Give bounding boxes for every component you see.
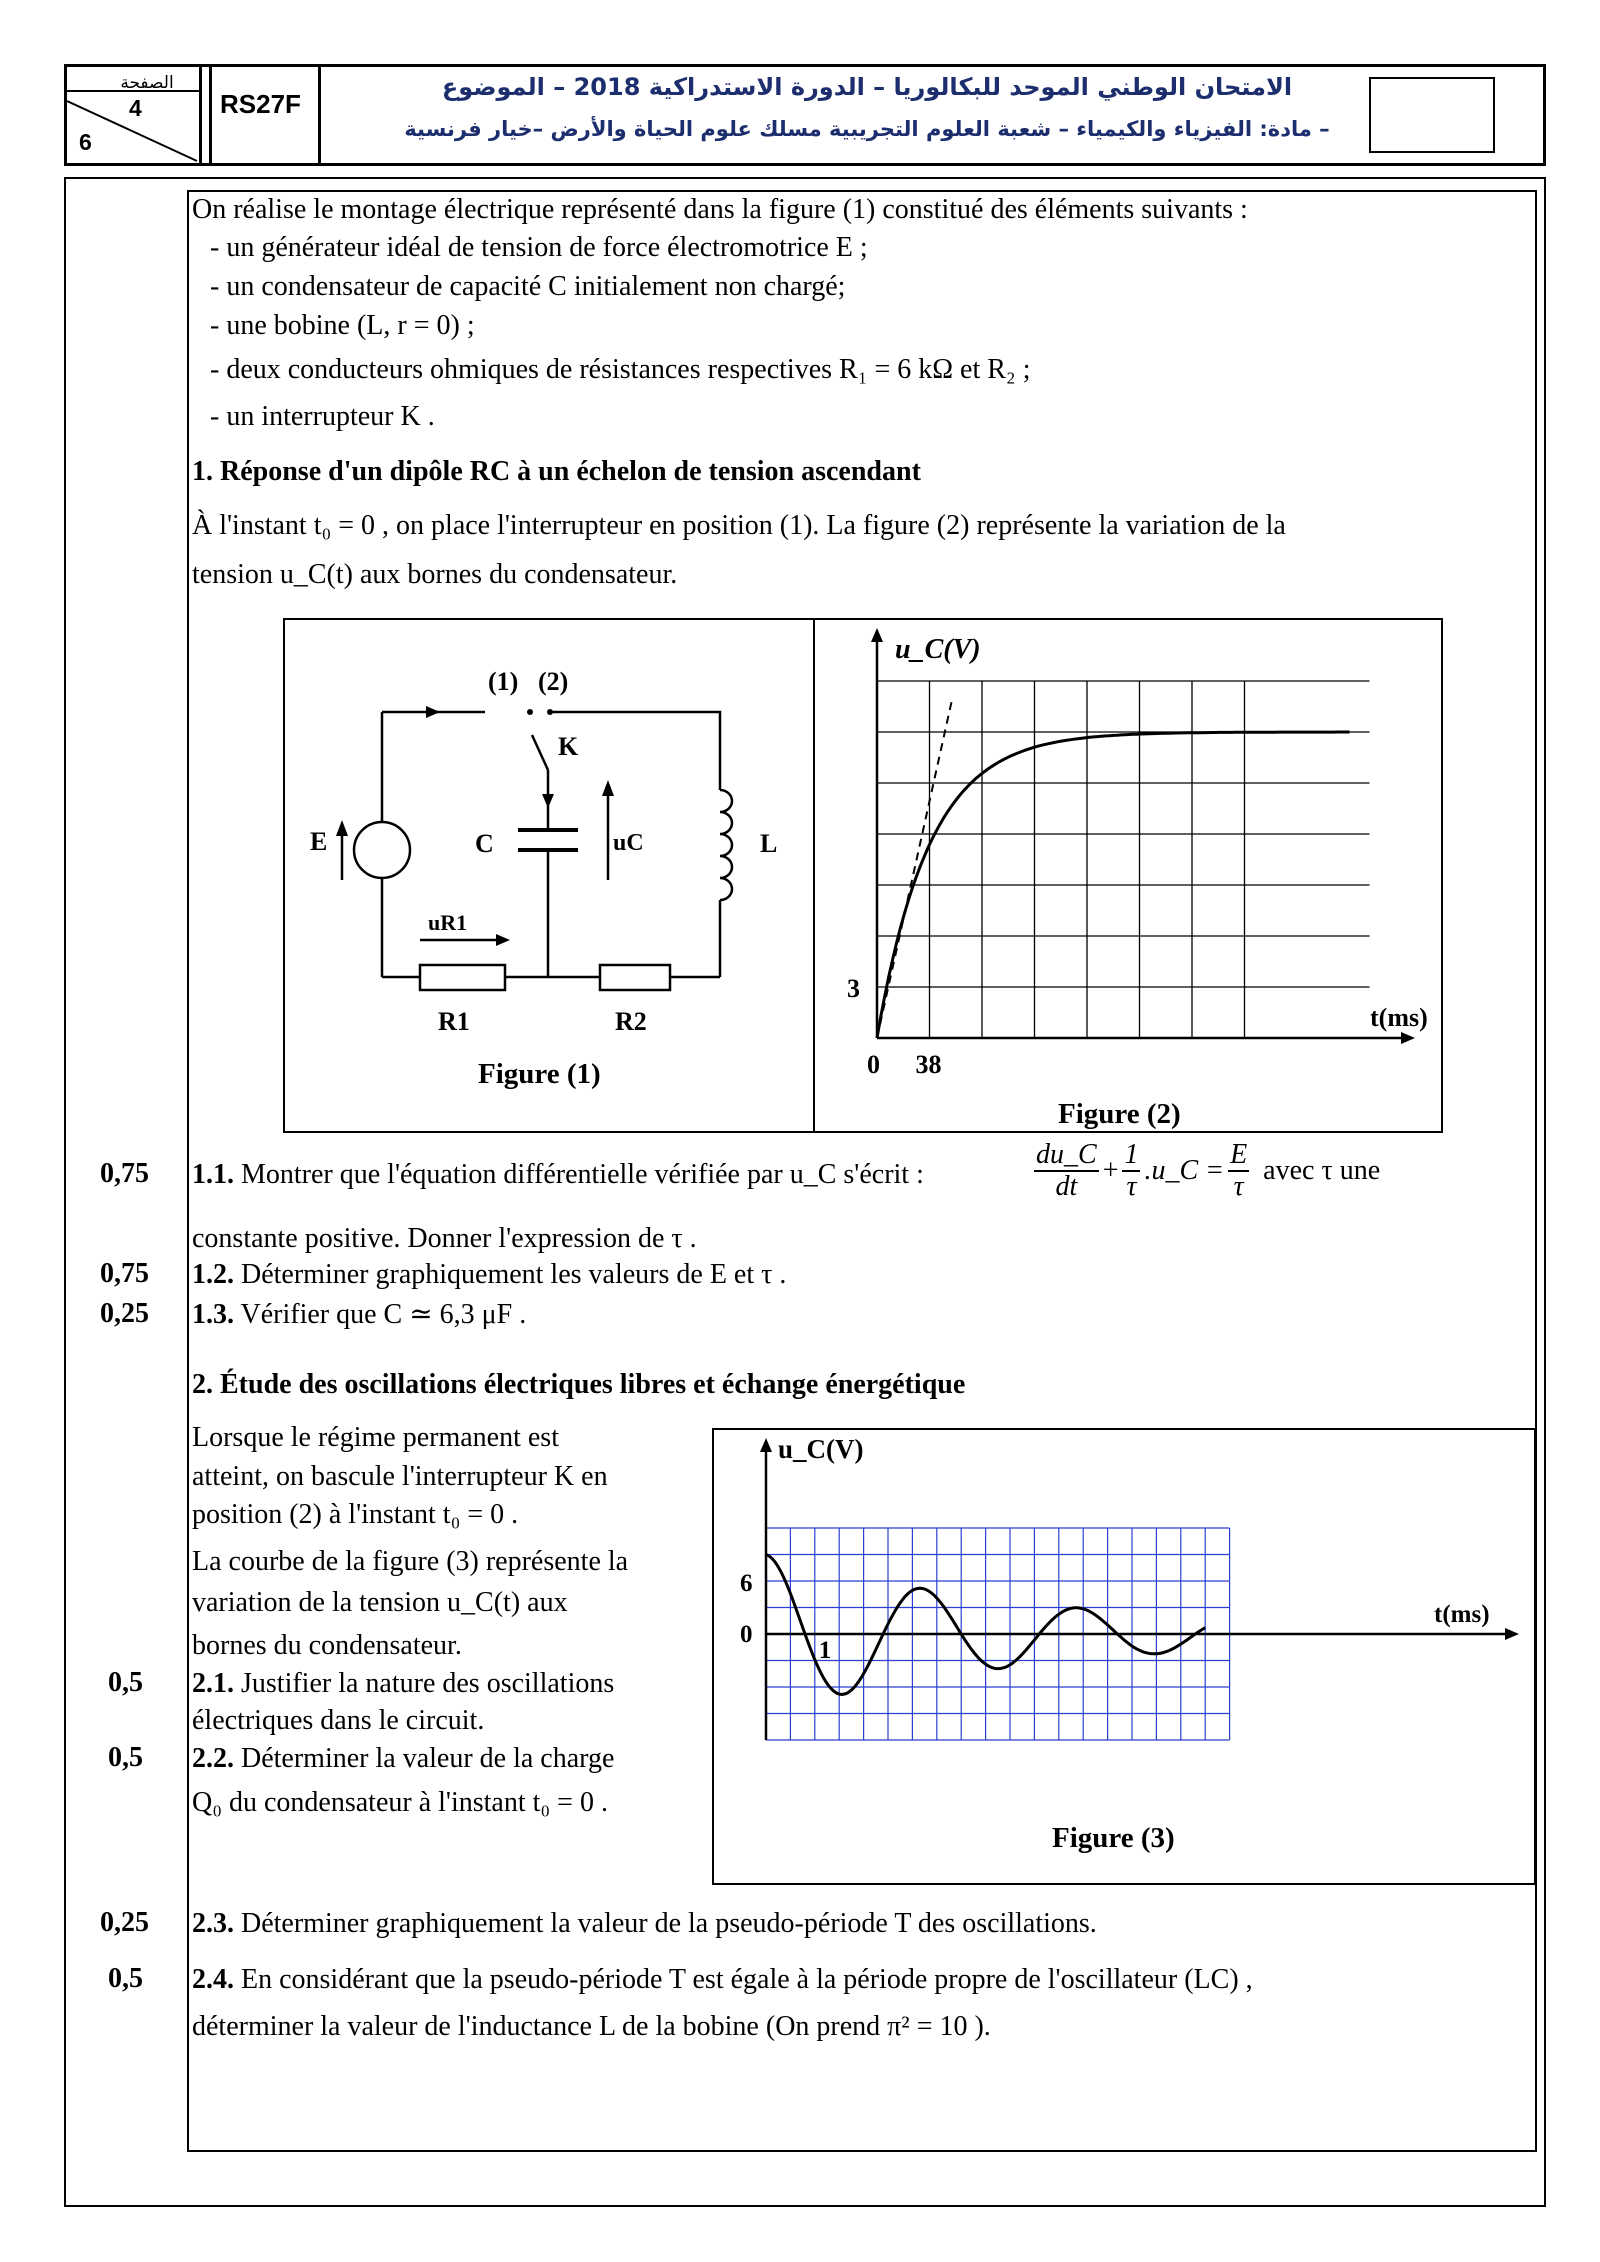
q-text: Déterminer la valeur de la charge: [241, 1743, 615, 1774]
blank-box: [1369, 77, 1495, 153]
header-title-line2: – مادة: الفيزياء والكيمياء – شعبة العلوم التجريبية مسلك علوم الحياة والأرض –خيار فرنسية: [404, 117, 1330, 141]
x-tick-label: 38: [915, 1050, 942, 1079]
y-tick-label: 0: [740, 1621, 753, 1648]
q2-2-continued: Q₀ du condensateur à l'instant t₀ = 0 .: [192, 1787, 608, 1818]
question-1-3: [192, 1298, 526, 1332]
eq-den2: τ: [1126, 1171, 1137, 1202]
x-tick-label: 0: [867, 1050, 880, 1079]
part2-text: Lorsque le régime permanent est: [192, 1422, 559, 1453]
part2-text: bornes du condensateur.: [192, 1630, 462, 1661]
points-q1-2: 0,75: [100, 1258, 149, 1289]
figure1-caption: Figure (1): [478, 1058, 601, 1090]
q2-1-continued: électriques dans le circuit.: [192, 1705, 485, 1736]
y-axis-arrow: [760, 1438, 772, 1452]
x-axis-arrow: [1505, 1628, 1519, 1640]
label-K: K: [558, 732, 579, 761]
question-1-2: [192, 1258, 786, 1292]
eq-num1: du_C: [1036, 1139, 1097, 1170]
x-axis-label: t(ms): [1370, 1003, 1428, 1032]
part1-text: À l'instant t₀ = 0 , on place l'interrupteur en position (1). La figure (2) représente la variation de la: [192, 510, 1286, 541]
eq-num3: E: [1230, 1139, 1248, 1170]
eq-plus: +: [1102, 1155, 1119, 1186]
exam-header: [64, 64, 1546, 166]
figure3-chart: [714, 1430, 1534, 1830]
label-R2: R2: [615, 1007, 647, 1036]
circuit-diagram: [290, 640, 805, 1070]
question-1-1: [192, 1158, 924, 1192]
part1-text: tension u_C(t) aux bornes du condensateur.: [192, 559, 678, 590]
points-q1-3: 0,25: [100, 1298, 149, 1329]
part2-text: La courbe de la figure (3) représente la: [192, 1546, 629, 1577]
label-uC: uC: [613, 830, 644, 856]
part2-text: atteint, on bascule l'interrupteur K en: [192, 1461, 608, 1492]
x-axis-label: t(ms): [1434, 1601, 1490, 1628]
page-total: 6: [79, 129, 92, 155]
label-L: L: [760, 829, 778, 858]
figure2-caption: Figure (2): [1058, 1098, 1181, 1130]
q1-1-continued: constante positive. Donner l'expression de τ .: [192, 1223, 697, 1254]
q-text: Déterminer graphiquement la valeur de la pseudo-période T des oscillations.: [241, 1908, 1097, 1939]
question-2-4: [192, 1963, 1253, 1997]
part1-title: 1. Réponse d'un dipôle RC à un échelon de tension ascendant: [192, 456, 921, 487]
eq-num2: 1: [1124, 1139, 1139, 1170]
points-q2-3: 0,25: [100, 1907, 149, 1938]
q-text: Vérifier que C ≃ 6,3 μF .: [240, 1299, 527, 1330]
intro-item: - un condensateur de capacité C initialement non chargé;: [210, 271, 846, 302]
label-E: E: [310, 827, 328, 856]
label-uR1: uR1: [428, 910, 468, 935]
q-number: 2.2.: [192, 1743, 234, 1774]
q-number: 2.3.: [192, 1908, 234, 1939]
q-number: 2.4.: [192, 1964, 234, 1995]
label-pos1: (1): [488, 667, 519, 696]
q-text: En considérant que la pseudo-période T est égale à la période propre de l'oscillateur (LC) ,: [241, 1964, 1253, 1995]
eq-mid: .u_C =: [1144, 1155, 1225, 1186]
code-box: [209, 67, 321, 163]
points-q1-1: 0,75: [100, 1158, 149, 1189]
label-pos2: (2): [538, 667, 569, 696]
q-text: Montrer que l'équation différentielle vérifiée par u_C s'écrit :: [241, 1159, 924, 1190]
points-column-divider: [187, 190, 189, 2152]
differential-equation: [1030, 1140, 1380, 1202]
points-q2-2: 0,5: [108, 1742, 143, 1773]
page-number: 4: [129, 95, 142, 121]
q-number: 2.1.: [192, 1668, 234, 1699]
q-text: Justifier la nature des oscillations: [241, 1668, 615, 1699]
content-box-top: [187, 190, 1537, 192]
header-title: [327, 67, 1407, 163]
content-box-bottom: [187, 2150, 1537, 2152]
part2-text: variation de la tension u_C(t) aux: [192, 1587, 568, 1618]
q-number: 1.1.: [192, 1159, 234, 1190]
x-tick-label: 1: [818, 1637, 832, 1664]
y-tick-label: 3: [847, 974, 860, 1003]
label-R1: R1: [438, 1007, 470, 1036]
header-title-line1: الامتحان الوطني الموحد للبكالوريا – الدورة الاستدراكية 2018 – الموضوع: [441, 73, 1293, 101]
intro-item: - deux conducteurs ohmiques de résistances respectives R₁ = 6 kΩ et R₂ ;: [210, 354, 1031, 385]
eq-tail: avec τ une: [1263, 1155, 1381, 1186]
q-number: 1.2.: [192, 1259, 234, 1290]
question-2-2: [192, 1742, 614, 1776]
q-number: 1.3.: [192, 1299, 234, 1330]
intro-item: - un générateur idéal de tension de force électromotrice E ;: [210, 232, 868, 263]
intro-item: - un interrupteur K .: [210, 401, 435, 432]
figure2-chart: [815, 620, 1441, 1090]
page-number-box: [67, 67, 202, 163]
intro-item: - une bobine (L, r = 0) ;: [210, 310, 475, 341]
x-axis-arrow: [1401, 1032, 1415, 1044]
label-C: C: [475, 829, 494, 858]
exam-code: RS27F: [220, 89, 301, 119]
y-axis-label: u_C(V): [895, 634, 981, 665]
figure3-caption: Figure (3): [1052, 1822, 1175, 1854]
y-tick-label: 6: [740, 1570, 753, 1597]
question-2-3: [192, 1907, 1097, 1941]
page-label: الصفحة: [120, 73, 174, 93]
part2-text: position (2) à l'instant t₀ = 0 .: [192, 1499, 519, 1530]
y-axis-label: u_C(V): [778, 1434, 864, 1464]
points-q2-4: 0,5: [108, 1963, 143, 1994]
points-q2-1: 0,5: [108, 1667, 143, 1698]
intro-line: On réalise le montage électrique représenté dans la figure (1) constitué des éléments suivants :: [192, 194, 1248, 225]
eq-den1: dt: [1055, 1171, 1078, 1202]
question-2-1: [192, 1667, 614, 1701]
q2-4-continued: déterminer la valeur de l'inductance L de la bobine (On prend π² = 10 ).: [192, 2011, 991, 2042]
eq-den3: τ: [1233, 1171, 1244, 1202]
y-axis-arrow: [871, 628, 883, 642]
part2-title: 2. Étude des oscillations électriques libres et échange énergétique: [192, 1369, 966, 1400]
q-text: Déterminer graphiquement les valeurs de E et τ .: [241, 1259, 787, 1290]
